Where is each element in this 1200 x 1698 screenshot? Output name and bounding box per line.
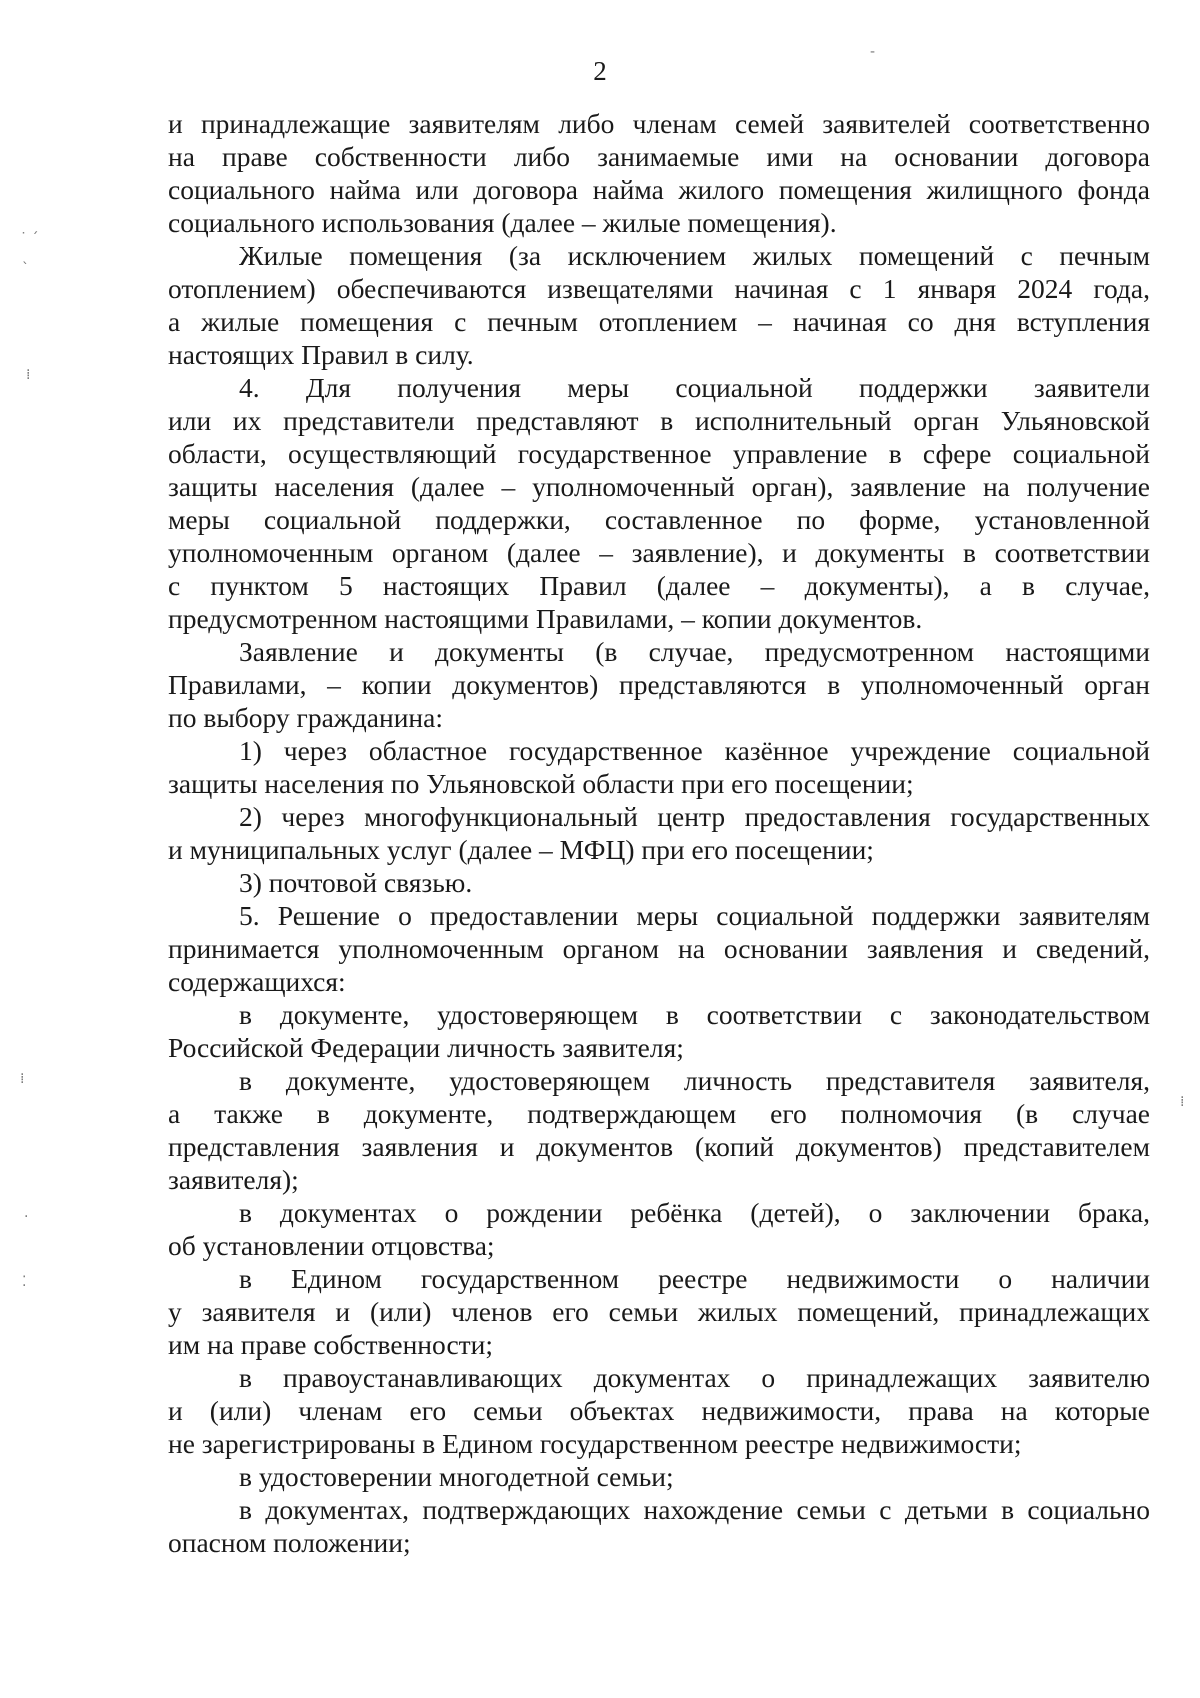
text-line: на праве собственности либо занимаемые ими на основании договора <box>168 141 1150 172</box>
text-line: 4. Для получения меры социальной поддержки заявители <box>239 372 1150 403</box>
text-line: в документах о рождении ребёнка (детей), о заключении брака, <box>239 1197 1150 1228</box>
text-line: опасном положении; <box>168 1527 411 1558</box>
text-line: защиты населения по Ульяновской области при его посещении; <box>168 768 914 799</box>
text-line: 2) через многофункциональный центр предоставления государственных <box>239 801 1150 832</box>
text-line: не зарегистрированы в Едином государственном реестре недвижимости; <box>168 1428 1022 1459</box>
text-line: с пунктом 5 настоящих Правил (далее – документы), а в случае, <box>168 570 1150 601</box>
text-line: в документах, подтверждающих нахождение семьи с детьми в социально <box>239 1494 1150 1525</box>
text-line: в удостоверении многодетной семьи; <box>239 1461 674 1492</box>
text-line: у заявителя и (или) членов его семьи жилых помещений, принадлежащих <box>168 1296 1150 1327</box>
text-line: содержащихся: <box>168 966 346 997</box>
scan-speck: - <box>870 44 876 60</box>
text-line: защиты населения (далее – уполномоченный орган), заявление на получение <box>168 471 1150 502</box>
text-line: а жилые помещения с печным отоплением – начиная со дня вступления <box>168 306 1150 337</box>
text-line: в Едином государственном реестре недвижимости о наличии <box>239 1263 1150 1294</box>
scan-speck: ⁚ <box>22 1274 27 1290</box>
text-line: им на праве собственности; <box>168 1329 494 1360</box>
text-line: в документе, удостоверяющем личность представителя заявителя, <box>239 1065 1150 1096</box>
text-line: меры социальной поддержки, составленное по форме, установленной <box>168 504 1150 535</box>
text-line: и принадлежащие заявителям либо членам семей заявителей соответственно <box>168 108 1150 139</box>
scan-speck: ⁞ <box>1180 1094 1185 1110</box>
text-line: а также в документе, подтверждающем его полномочия (в случае <box>168 1098 1150 1129</box>
text-line: 5. Решение о предоставлении меры социальной поддержки заявителям <box>239 900 1150 931</box>
text-line: социального найма или договора найма жилого помещения жилищного фонда <box>168 174 1150 205</box>
text-line: настоящих Правил в силу. <box>168 339 474 370</box>
document-body <box>168 107 1150 1559</box>
scan-speck: ˋ <box>22 261 29 277</box>
text-line: заявителя); <box>168 1164 299 1195</box>
text-line: по выбору гражданина: <box>168 702 443 733</box>
text-line: в документе, удостоверяющем в соответствии с законодательством <box>239 999 1150 1030</box>
text-line: отоплением) обеспечиваются извещателями начиная с 1 января 2024 года, <box>168 273 1150 304</box>
text-line: Правилами, – копии документов) представляются в уполномоченный орган <box>168 669 1150 700</box>
scan-speck: ˙ ˊ <box>20 231 39 247</box>
text-line: об установлении отцовства; <box>168 1230 495 1261</box>
page-number: 2 <box>593 56 607 86</box>
text-line: уполномоченным органом (далее – заявление), и документы в соответствии <box>168 537 1150 568</box>
scan-speck: · <box>24 1209 29 1225</box>
text-line: предусмотренном настоящими Правилами, – копии документов. <box>168 603 923 634</box>
text-line: Заявление и документы (в случае, предусмотренном настоящими <box>239 636 1150 667</box>
text-line: области, осуществляющий государственное управление в сфере социальной <box>168 438 1150 469</box>
text-line: 1) через областное государственное казённое учреждение социальной <box>239 735 1150 766</box>
text-line: или их представители представляют в исполнительный орган Ульяновской <box>168 405 1150 436</box>
text-line: представления заявления и документов (копий документов) представителем <box>168 1131 1150 1162</box>
text-line: социального использования (далее – жилые помещения). <box>168 207 837 238</box>
text-line: Российской Федерации личность заявителя; <box>168 1032 684 1063</box>
text-line: и муниципальных услуг (далее – МФЦ) при его посещении; <box>168 834 874 865</box>
text-line: 3) почтовой связью. <box>239 867 473 898</box>
scan-speck: ⁞ <box>20 1071 25 1087</box>
text-line: в правоустанавливающих документах о принадлежащих заявителю <box>239 1362 1150 1393</box>
scan-speck: ⁞ <box>26 367 31 383</box>
text-line: Жилые помещения (за исключением жилых помещений с печным <box>239 240 1150 271</box>
text-line: принимается уполномоченным органом на основании заявления и сведений, <box>168 933 1150 964</box>
text-line: и (или) членам его семьи объектах недвижимости, права на которые <box>168 1395 1150 1426</box>
